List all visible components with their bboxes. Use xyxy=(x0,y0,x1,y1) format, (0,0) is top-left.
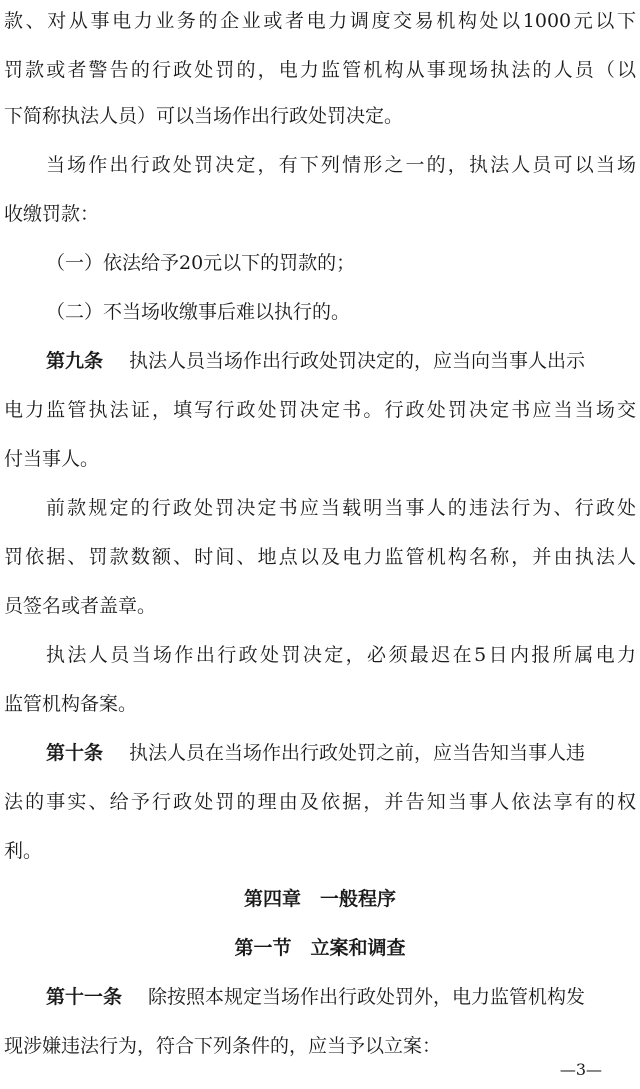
text-line: 前款规定的行政处罚决定书应当载明当事人的违法行为、行政处 xyxy=(46,497,636,519)
article-9-first-line xyxy=(46,343,636,379)
text-line: 除按照本规定当场作出行政处罚外，电力监管机构发 xyxy=(148,986,586,1008)
list-item: （二）不当场收缴事后难以执行的。 xyxy=(46,301,351,323)
text-line: 下简称执法人员）可以当场作出行政处罚决定。 xyxy=(4,105,404,127)
text-line: 现涉嫌违法行为，符合下列条件的，应当予以立案： xyxy=(4,1035,442,1057)
page-number: —3— xyxy=(559,1060,602,1079)
article-number-11: 第十一条 xyxy=(46,986,123,1008)
text-line: 当场作出行政处罚决定，有下列情形之一的，执法人员可以当场 xyxy=(46,154,636,176)
text-line: 利。 xyxy=(4,840,43,862)
text-line: 法的事实、给予行政处罚的理由及依据，并告知当事人依法享有的权 xyxy=(4,791,636,813)
text-line: 付当事人。 xyxy=(4,448,100,470)
text-line: 收缴罚款： xyxy=(4,203,100,225)
text-line: 执法人员当场作出行政处罚决定，必须最迟在5日内报所属电力 xyxy=(46,644,636,666)
list-item: （一）依法给予20元以下的罚款的； xyxy=(46,252,356,274)
text-line: 监管机构备案。 xyxy=(4,693,138,715)
article-11-first-line xyxy=(46,979,636,1015)
text-line: 执法人员当场作出行政处罚决定的，应当向当事人出示 xyxy=(129,350,586,372)
article-number-10: 第十条 xyxy=(46,742,104,764)
chapter-heading: 第四章 一般程序 xyxy=(243,888,396,910)
text-line: 款、对从事电力业务的企业或者电力调度交易机构处以1000元以下 xyxy=(4,10,636,32)
article-number-9: 第九条 xyxy=(46,350,104,372)
text-line: 电力监管执法证，填写行政处罚决定书。行政处罚决定书应当当场交 xyxy=(4,399,636,421)
article-10-first-line xyxy=(46,735,636,771)
text-line: 罚依据、罚款数额、时间、地点以及电力监管机构名称，并由执法人 xyxy=(4,546,636,568)
text-line: 执法人员在当场作出行政处罚之前，应当告知当事人违 xyxy=(129,742,586,764)
text-line: 员签名或者盖章。 xyxy=(4,595,157,617)
text-line: 罚款或者警告的行政处罚的，电力监管机构从事现场执法的人员（以 xyxy=(4,59,636,81)
section-heading: 第一节 立案和调查 xyxy=(234,937,406,959)
